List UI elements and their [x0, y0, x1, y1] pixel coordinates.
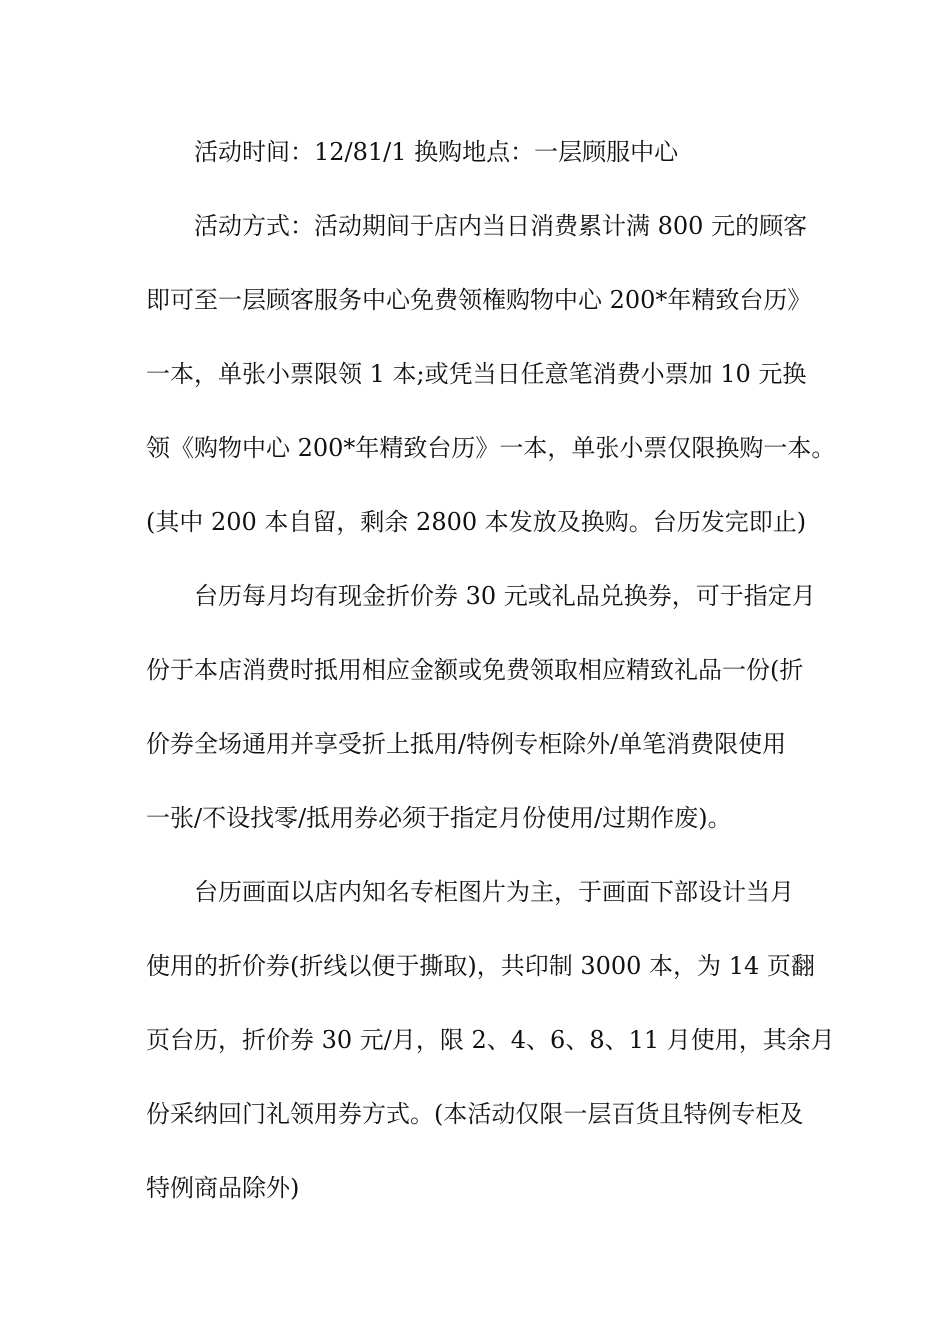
paragraph-line: 一张/不设找零/抵用券必须于指定月份使用/过期作废)。	[146, 804, 732, 832]
paragraph-line: 一本，单张小票限领 1 本;或凭当日任意笔消费小票加 10 元换	[146, 360, 807, 388]
paragraph-line: 页台历，折价券 30 元/月，限 2、4、6、8、11 月使用，其余月	[146, 1026, 835, 1054]
paragraph-line: 活动时间：12/81/1 换购地点：一层顾服中心	[194, 138, 679, 166]
paragraph-line: 价券全场通用并享受折上抵用/特例专柜除外/单笔消费限使用	[146, 730, 787, 758]
paragraph-line: (其中 200 本自留，剩余 2800 本发放及换购。台历发完即止)	[146, 508, 807, 536]
paragraph-line: 台历画面以店内知名专柜图片为主，于画面下部设计当月	[194, 878, 794, 906]
paragraph-line: 活动方式：活动期间于店内当日消费累计满 800 元的顾客	[194, 212, 808, 240]
paragraph-line: 领《购物中心 200*年精致台历》一本，单张小票仅限换购一本。	[146, 434, 836, 462]
paragraph-line: 台历每月均有现金折价券 30 元或礼品兑换券，可于指定月	[194, 582, 816, 610]
paragraph-line: 特例商品除外)	[146, 1174, 300, 1202]
paragraph-line: 使用的折价券(折线以便于撕取)，共印制 3000 本，为 14 页翻	[146, 952, 815, 980]
paragraph-line: 份采纳回门礼领用券方式。(本活动仅限一层百货且特例专柜及	[146, 1100, 804, 1128]
paragraph-line: 份于本店消费时抵用相应金额或免费领取相应精致礼品一份(折	[146, 656, 804, 684]
paragraph-line: 即可至一层顾客服务中心免费领権购物中心 200*年精致台历》	[146, 286, 812, 314]
